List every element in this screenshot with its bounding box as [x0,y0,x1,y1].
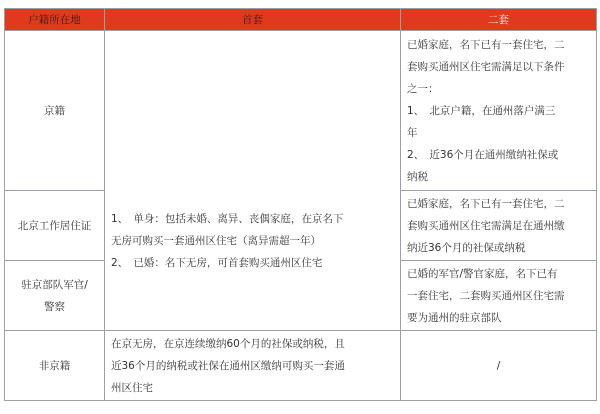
header-region: 户籍所在地 [5,9,105,31]
region-beijing-hukou: 京籍 [5,31,105,191]
header-row [5,9,597,31]
first-home-line: 2、 已婚：名下无房，可首套购买通州区住宅 [111,256,323,269]
policy-table-container [4,8,596,412]
second-home-line: 年 [407,126,418,139]
table-row [5,331,597,401]
second-home-beijing-hukou [401,31,597,191]
table-row [5,31,597,191]
second-home-non-beijing: / [401,331,597,401]
second-home-line: 已婚家庭，名下已有一套住宅，二 [407,38,565,51]
region-military-police [5,261,105,331]
first-home-line: 州区住宅 [111,381,153,394]
purchase-policy-table [4,8,597,401]
second-home-line: 纳近36个月的社保或纳税 [407,241,526,254]
first-home-line: 近36个月的纳税或社保在通州区缴纳可购买一套通 [111,359,345,372]
second-home-line: 套购买通州区住宅需满足在通州缴 [407,219,565,232]
second-home-line: 1、 北京户籍，在通州落户满三 [407,104,556,117]
header-second-home: 二套 [401,9,597,31]
second-home-line: 一套住宅，二套购买通州区住宅需 [407,289,565,302]
region-non-beijing: 非京籍 [5,331,105,401]
first-home-merged-cell [105,31,401,331]
region-line: 驻京部队军官/ [21,278,88,291]
first-home-line: 1、 单身：包括未婚、离异、丧偶家庭，在京名下 [111,212,344,225]
second-home-line: 已婚的军官/警官家庭，名下已有 [407,267,558,280]
second-home-line: 之一： [407,82,439,95]
second-home-line: 已婚家庭，名下已有一套住宅，二 [407,197,565,210]
first-home-line: 在京无房，在京连续缴纳60个月的社保或纳税，且 [111,337,345,350]
region-line: 警察 [44,300,65,313]
second-home-work-permit [401,191,597,261]
second-home-line: 套购买通州区住宅需满足以下条件 [407,60,565,73]
second-home-military-police [401,261,597,331]
header-first-home: 首套 [105,9,401,31]
second-home-line: 2、 近36个月在通州缴纳社保或 [407,148,559,161]
region-work-residence-permit: 北京工作居住证 [5,191,105,261]
first-home-non-beijing [105,331,401,401]
second-home-line: 纳税 [407,170,428,183]
second-home-line: 要为通州的驻京部队 [407,311,502,324]
first-home-line: 无房可购买一套通州区住宅（离异需超一年） [111,234,321,247]
